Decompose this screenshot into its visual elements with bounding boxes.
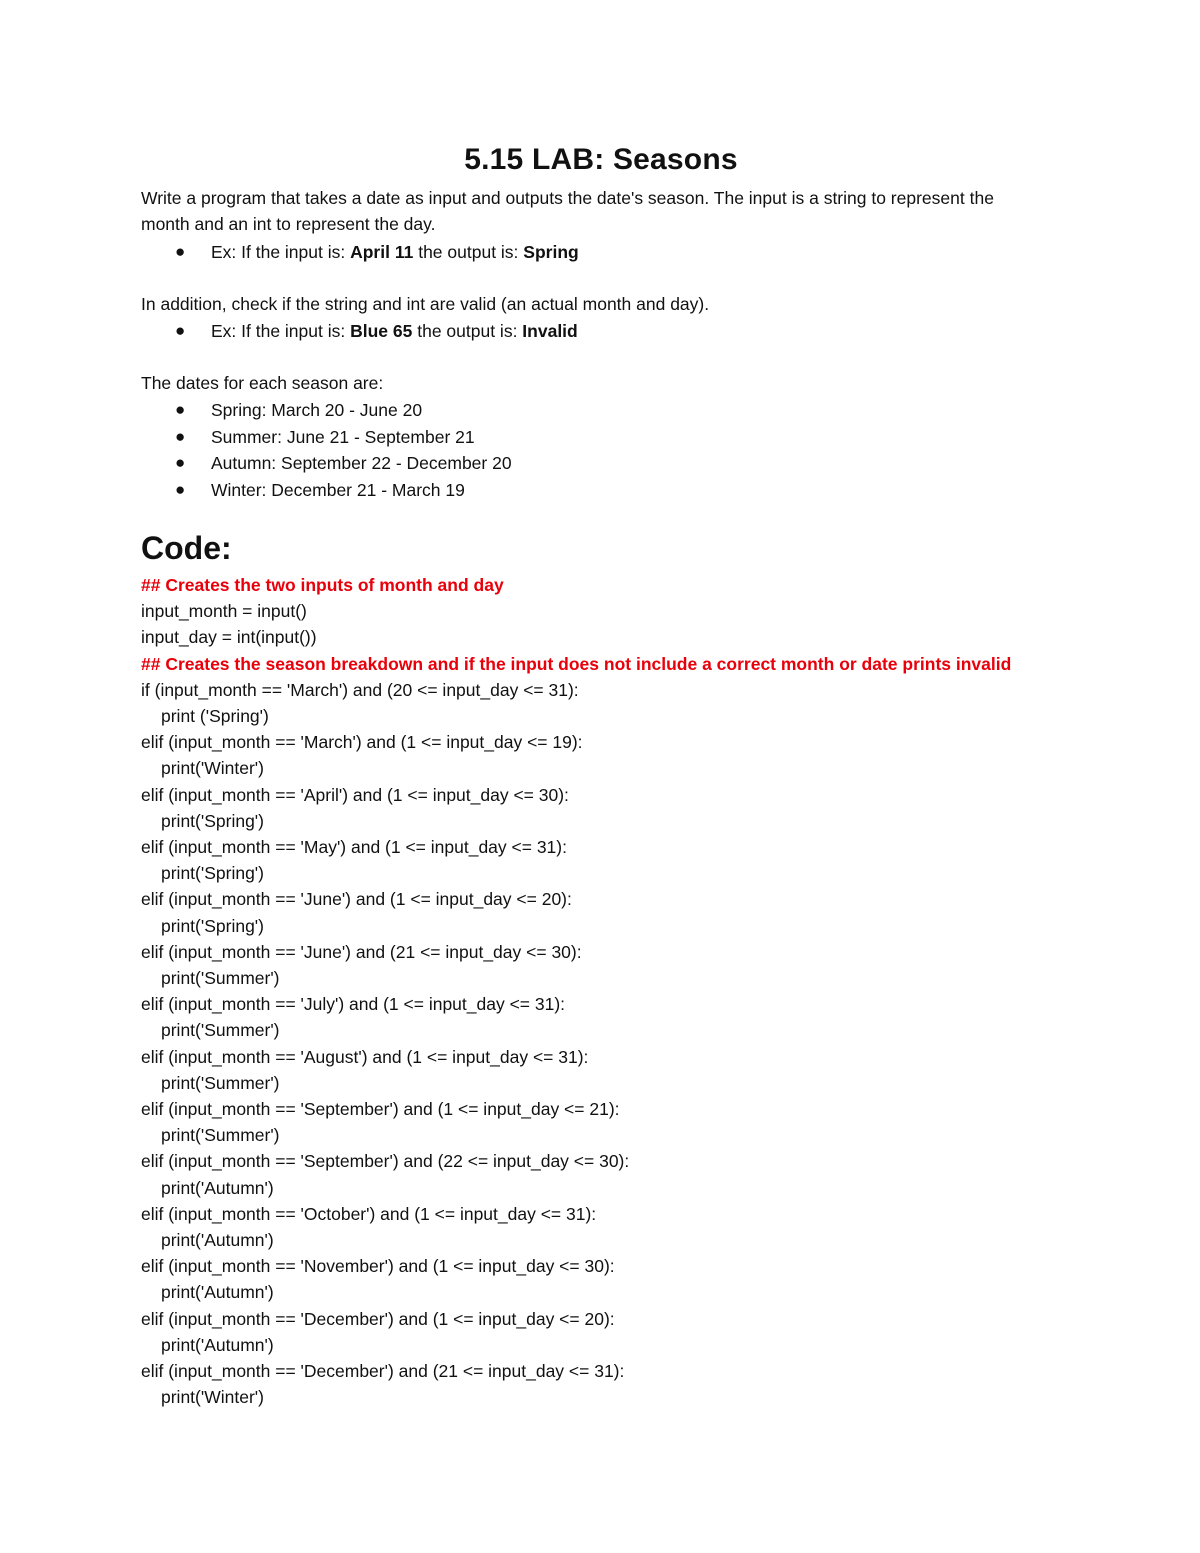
bullet-icon: ●	[175, 242, 186, 261]
code-line: print('Winter')	[161, 1387, 264, 1408]
code-line: print('Summer')	[161, 1125, 280, 1146]
validation-paragraph: In addition, check if the string and int are valid (an actual month and day).	[141, 294, 710, 314]
code-line: print('Spring')	[161, 915, 264, 936]
example1-middle: the output is:	[413, 242, 524, 262]
example2-middle: the output is:	[412, 321, 523, 341]
code-block	[141, 572, 1011, 1411]
season-item	[141, 477, 512, 504]
example1-input: April 11	[350, 242, 414, 262]
code-line: elif (input_month == 'December') and (21 <= input_day <= 31):	[141, 1361, 625, 1382]
seasons-intro: The dates for each season are:	[141, 373, 384, 393]
season-item	[141, 397, 512, 424]
example2-output: Invalid	[522, 321, 578, 341]
season-text: Winter: December 21 - March 19	[211, 479, 465, 500]
code-line: print('Spring')	[161, 810, 264, 831]
code-line: print('Spring')	[161, 863, 264, 884]
code-line: elif (input_month == 'September') and (1 <= input_day <= 21):	[141, 1099, 620, 1120]
code-line: elif (input_month == 'August') and (1 <= input_day <= 31):	[141, 1046, 589, 1067]
code-line: elif (input_month == 'March') and (1 <= input_day <= 19):	[141, 732, 583, 753]
code-line: elif (input_month == 'October') and (1 <= input_day <= 31):	[141, 1203, 597, 1224]
season-item	[141, 424, 512, 451]
example2-list	[141, 318, 578, 345]
bullet-icon: ●	[175, 400, 186, 419]
code-line: print('Autumn')	[161, 1282, 274, 1303]
code-line: print('Summer')	[161, 968, 280, 989]
code-line: elif (input_month == 'June') and (1 <= input_day <= 20):	[141, 889, 572, 910]
code-line: input_day = int(input())	[141, 627, 317, 648]
season-text: Autumn: September 22 - December 20	[211, 453, 512, 473]
code-line: elif (input_month == 'December') and (1 <= input_day <= 20):	[141, 1308, 615, 1329]
code-line: elif (input_month == 'April') and (1 <= input_day <= 30):	[141, 784, 569, 805]
code-line: if (input_month == 'March') and (20 <= input_day <= 31):	[141, 679, 579, 700]
bullet-icon: ●	[175, 426, 186, 446]
code-line: print ('Spring')	[161, 706, 269, 727]
example2-item	[141, 318, 578, 345]
code-line: elif (input_month == 'November') and (1 <= input_day <= 30):	[141, 1256, 615, 1277]
code-line: elif (input_month == 'July') and (1 <= input_day <= 31):	[141, 994, 566, 1015]
code-line: print('Summer')	[161, 1072, 280, 1093]
example2-input: Blue 65	[350, 321, 413, 341]
season-text: Summer: June 21 - September 21	[211, 426, 475, 447]
code-comment-line: ## Creates the season breakdown and if the input does not include a correct month or date prints invalid	[141, 653, 1012, 674]
season-text: Spring: March 20 - June 20	[211, 400, 423, 420]
page-title: 5.15 LAB: Seasons	[464, 143, 738, 176]
intro-paragraph: Write a program that takes a date as input and outputs the date's season. The input is a string to represent the month and an int to represent the day.	[141, 188, 994, 234]
code-line: print('Winter')	[161, 758, 264, 779]
bullet-icon: ●	[175, 479, 186, 499]
season-item	[141, 450, 512, 477]
example2-prefix: Ex: If the input is:	[211, 321, 351, 341]
example1-list	[141, 239, 579, 266]
seasons-list	[141, 397, 512, 503]
code-line: elif (input_month == 'September') and (22 <= input_day <= 30):	[141, 1151, 630, 1172]
example1-output: Spring	[523, 242, 579, 262]
code-line: print('Autumn')	[161, 1334, 274, 1355]
bullet-icon: ●	[175, 453, 186, 472]
code-line: elif (input_month == 'May') and (1 <= input_day <= 31):	[141, 837, 567, 858]
code-line: input_month = input()	[141, 601, 307, 622]
code-heading: Code:	[141, 530, 232, 566]
code-line: print('Summer')	[161, 1020, 280, 1041]
code-comment-line: ## Creates the two inputs of month and day	[141, 575, 504, 595]
code-line: elif (input_month == 'June') and (21 <= input_day <= 30):	[141, 941, 582, 962]
bullet-icon: ●	[175, 321, 186, 340]
example1-item	[141, 239, 579, 266]
example1-prefix: Ex: If the input is:	[211, 242, 351, 262]
code-line: print('Autumn')	[161, 1177, 274, 1198]
code-line: print('Autumn')	[161, 1230, 274, 1251]
